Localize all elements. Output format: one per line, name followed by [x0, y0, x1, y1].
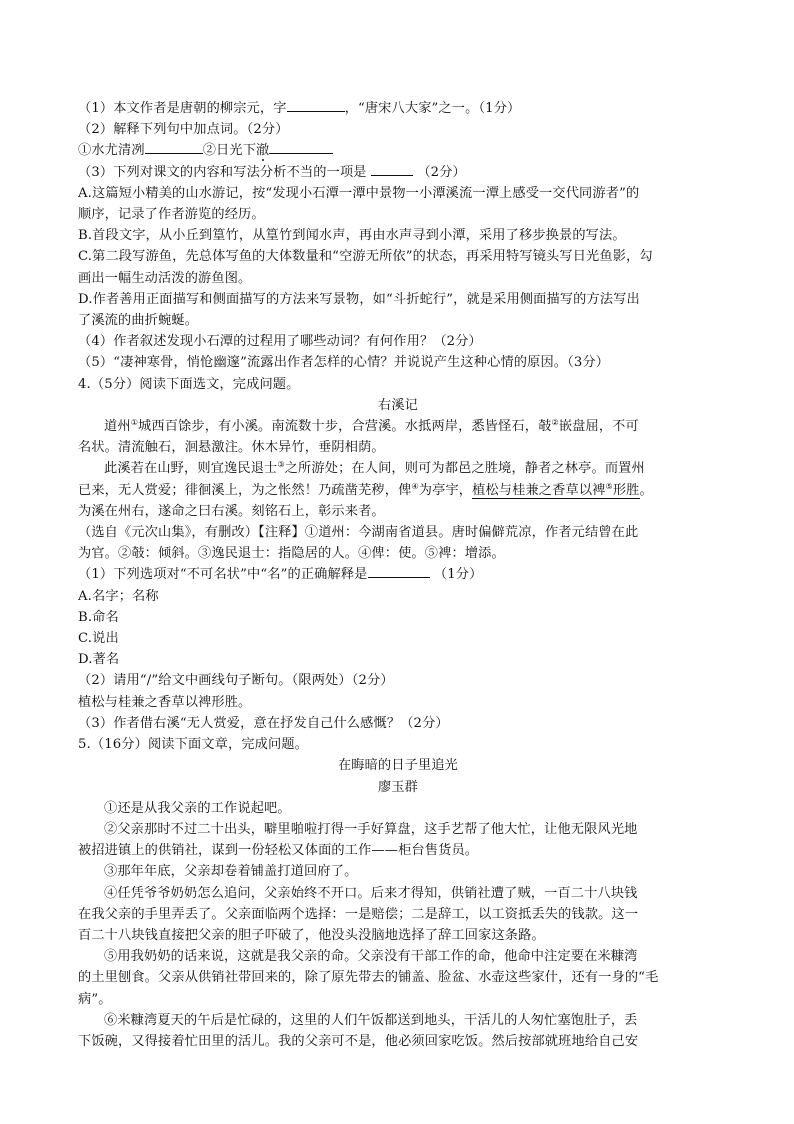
answer-blank[interactable]: [368, 564, 430, 578]
q3-sub3: （3）下列对课文的内容和写法分析不当的一项是 （2分）: [78, 162, 718, 183]
q3-option-c-line2: 画出一幅生动活泼的游鱼图。: [78, 270, 252, 286]
q3-option-c-line1: C.第二段写游鱼，先总体写鱼的大体数量和“空游无所依”的状态，再采用特写镜头写日光鱼影，勾: [78, 249, 653, 265]
q3-option-a-line2: 顺序，记录了作者游览的经历。: [78, 207, 265, 223]
q5-paragraph-4-line1: ④任凭爷爷奶奶怎么追问，父亲始终不开口。后来才得知，供销社遭了贼，一百二十八块钱: [104, 885, 638, 901]
q5-paragraph-4-line2: 在我父亲的手里弄丢了。父亲面临两个选择：一是赔偿；二是辞工，以工资抵丢失的钱款。这一: [78, 906, 639, 922]
q5-paragraph-5-line2: 的土里刨食。父亲从供销社带回来的，除了原先带去的铺盖、脸盆、水壶这些家什，还有一身的“毛: [78, 970, 659, 986]
note-mark: ⑤: [605, 481, 613, 491]
q4-passage-p2-line3: 为溪在州右，遂命之曰右溪。刻铭石上，彰示来者。: [78, 503, 385, 519]
q5-article-author: 廖玉群: [377, 779, 418, 795]
q5-paragraph-6-line1: ⑥米糠湾夏天的午后是忙碌的，这里的人们午饭都送到地头，干活儿的人匆忙塞饱肚子，丢: [104, 1012, 638, 1028]
answer-blank[interactable]: [145, 140, 203, 154]
underlined-sentence: 植松与桂兼之香草以裨⑤形胜: [472, 481, 640, 498]
q3-sub4: （4）作者叙述发现小石潭的过程用了哪些动词？有何作用？（2分）: [78, 334, 482, 350]
exam-content: [78, 98, 718, 1052]
answer-blank[interactable]: [371, 162, 413, 176]
q4-passage-p1-line1: 道州①城西百馀步，有小溪。南流数十步，合营溪。水抵两岸，悉皆怪石，攲②嵌盘屈，不可: [104, 418, 639, 435]
q4-option-d: D.著名: [78, 652, 120, 668]
q4-passage-p2-line1: 此溪若在山野，则宜逸民退士③之所游处；在人间，则可为都邑之胜境，静者之林亭。而置州: [104, 460, 645, 477]
q4-option-a: A.名字；名称: [78, 588, 159, 604]
note-mark: ③: [277, 460, 285, 470]
q3-sub2-items: ①水尤清冽 ②日光下澈: [78, 140, 718, 161]
q4-notes-line1: （选自《元次山集》，有删改）【注释】①道州：今湖南省道县。唐时偏僻荒凉，作者元结曾在此: [78, 525, 639, 541]
answer-blank[interactable]: [287, 98, 345, 112]
q4-sub2-sentence: 植松与桂兼之香草以裨形胜。: [78, 694, 252, 710]
q5-heading: 5.（16分）阅读下面文章，完成问题。: [78, 737, 309, 753]
q4-option-c: C.说出: [78, 631, 119, 647]
q5-paragraph-4-line3: 百二十八块钱直接把父亲的胆子吓破了，他没头没脑地选择了辞工回家这条路。: [78, 927, 545, 943]
note-mark: ②: [551, 418, 559, 428]
q5-paragraph-2-line1: ②父亲那时不过二十出头，噼里啪啦打得一手好算盘，这手艺帮了他大忙，让他无限风光地: [104, 821, 638, 837]
q4-sub1: （1）下列选项对“不可名状”中“名”的正确解释是 （1分）: [78, 564, 718, 585]
q3-option-d-line1: D.作者善用正面描写和侧面描写的方法来写景物，如“斗折蛇行”，就是采用侧面描写的方法写出: [78, 291, 640, 307]
q4-sub3: （3）作者借右溪“无人赏爱，意在抒发自己什么感慨？（2分）: [78, 715, 449, 731]
q5-paragraph-5-line3: 病”。: [78, 991, 112, 1007]
note-mark: ①: [130, 418, 139, 428]
q5-paragraph-5-line1: ⑤用我奶奶的话来说，这就是我父亲的命。父亲没有干部工作的命，他命中注定要在米糠湾: [104, 949, 638, 965]
dotted-word: 澈: [256, 143, 270, 159]
q3-sub1: （1）本文作者是唐朝的柳宗元，字 ，“唐宋八大家”之一。（1分）: [78, 98, 718, 119]
q3-sub5: （5）“凄神寒骨，悄怆幽邃”流露出作者怎样的心情？并说说产生这种心情的原因。（3分）: [78, 355, 610, 371]
q5-article-title: 在晦暗的日子里追光: [337, 758, 459, 774]
note-mark: ④: [411, 481, 419, 491]
q5-paragraph-1: ①还是从我父亲的工作说起吧。: [104, 800, 291, 816]
q3-option-d-line2: 了溪流的曲折蜿蜒。: [78, 313, 199, 329]
q3-option-a-line1: A.这篇短小精美的山水游记，按“发现小石潭一潭中景物一小潭溪流一潭上感受一交代同游者”的: [78, 185, 640, 201]
q5-paragraph-3: ③那年年底，父亲却卷着铺盖打道回府了。: [104, 864, 358, 880]
q4-passage-title: 右溪记: [377, 397, 418, 413]
q5-paragraph-2-line2: 被招进镇上的供销社，谋到一份轻松又体面的工作——柜台售货员。: [78, 843, 479, 859]
answer-blank[interactable]: [269, 140, 333, 154]
q5-paragraph-6-line2: 下饭碗，又得接着忙田里的活儿。我的父亲可不是，他必须回家吃饭。然后按部就班地给自己安: [78, 1033, 639, 1049]
q3-sub2: （2）解释下列句中加点词。（2分）: [78, 122, 289, 138]
q4-passage-p2-line2: 已来，无人赏爱；徘徊溪上，为之怅然！乃疏凿芜秽，俾④为亭宇，植松与桂兼之香草以裨⑤形胜。: [78, 481, 653, 498]
q4-notes-line2: 为官。②攲：倾斜。③逸民退士：指隐居的人。④俾：使。⑤裨：增添。: [78, 546, 505, 562]
q4-heading: 4.（5分）阅读下面选文，完成问题。: [78, 376, 300, 392]
q4-option-b: B.命名: [78, 609, 119, 625]
q4-passage-p1-line2: 名状。清流触石，洄悬激注。休木异竹，垂阴相荫。: [78, 440, 385, 456]
q3-option-b: B.首段文字，从小丘到篁竹，从篁竹到闻水声，再由水声寻到小潭，采用了移步换景的写法。: [78, 228, 626, 244]
q4-sub2: （2）请用“/”给文中画线句子断句。（限两处）（2分）: [78, 673, 394, 689]
